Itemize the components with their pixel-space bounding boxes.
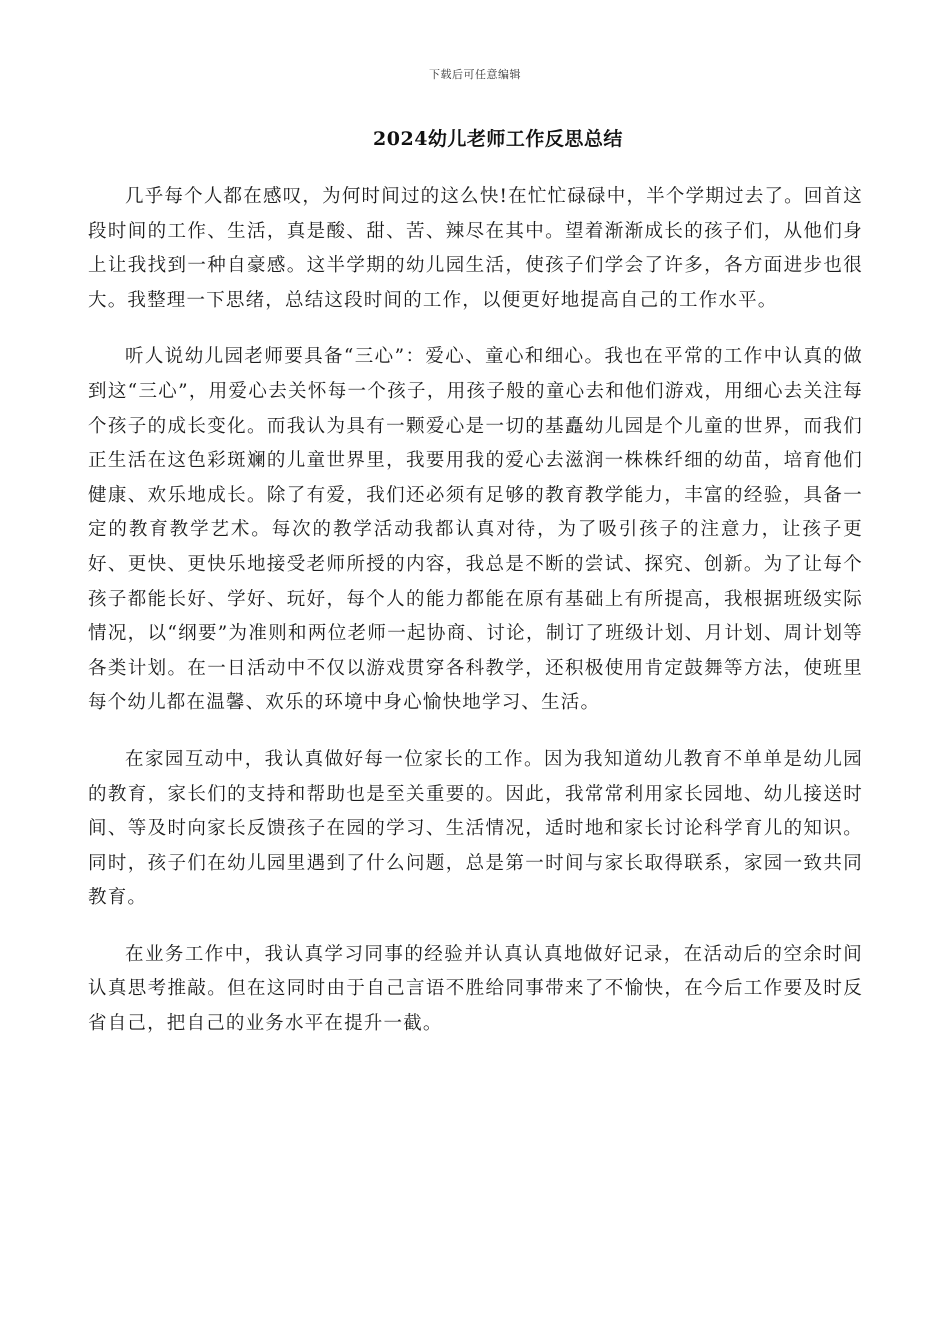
paragraph: 在家园互动中，我认真做好每一位家长的工作。因为我知道幼儿教育不单单是幼儿园的教育，家长们的支持和帮助也是至关重要的。因此，我常常利用家长园地、幼儿接送时间、等及时向家长反馈孩子在园的学习、生活情况，适时地和家长讨论科学育儿的知识。同时，孩子们在幼儿园里遇到了什么问题，总是第一时间与家长取得联系，家园一致共同教育。 xyxy=(88,748,863,909)
document-body xyxy=(88,180,863,1064)
document-title: 2024幼儿老师工作反思总结 xyxy=(373,128,623,150)
header-note: 下载后可任意编辑 xyxy=(429,68,521,81)
paragraph: 听人说幼儿园老师要具备“三心”：爱心、童心和细心。我也在平常的工作中认真的做到这“三心”，用爱心去关怀每一个孩子，用孩子般的童心去和他们游戏，用细心去关注每个孩子的成长变化。而我认为具有一颗爱心是一切的基矗幼儿园是个儿童的世界，而我们正生活在这色彩斑斓的儿童世界里，我要用我的爱心去滋润一株株纤细的幼苗，培育他们健康、欢乐地成长。除了有爱，我们还必须有足够的教育教学能力，丰富的经验，具备一定的教育教学艺术。每次的教学活动我都认真对待，为了吸引孩子的注意力，让孩子更好、更快、更快乐地接受老师所授的内容，我总是不断的尝试、探究、创新。为了让每个孩子都能长好、学好、玩好，每个人的能力都能在原有基础上有所提高，我根据班级实际情况，以“纲要”为准则和两位老师一起协商、讨论，制订了班级计划、月计划、周计划等各类计划。在一日活动中不仅以游戏贯穿各科教学，还积极使用肯定鼓舞等方法，使班里每个幼儿都在温馨、欢乐的环境中身心愉快地学习、生活。 xyxy=(88,346,863,714)
paragraph: 几乎每个人都在感叹，为何时间过的这么快!在忙忙碌碌中，半个学期过去了。回首这段时间的工作、生活，真是酸、甜、苦、辣尽在其中。望着渐渐成长的孩子们，从他们身上让我找到一种自豪感。这半学期的幼儿园生活，使孩子们学会了许多，各方面进步也很大。我整理一下思绪，总结这段时间的工作，以便更好地提高自己的工作水平。 xyxy=(88,186,863,311)
paragraph: 在业务工作中，我认真学习同事的经验并认真认真地做好记录，在活动后的空余时间认真思考推敲。但在这同时由于自己言语不胜给同事带来了不愉快，在今后工作要及时反省自己，把自己的业务水平在提升一截。 xyxy=(88,943,863,1035)
